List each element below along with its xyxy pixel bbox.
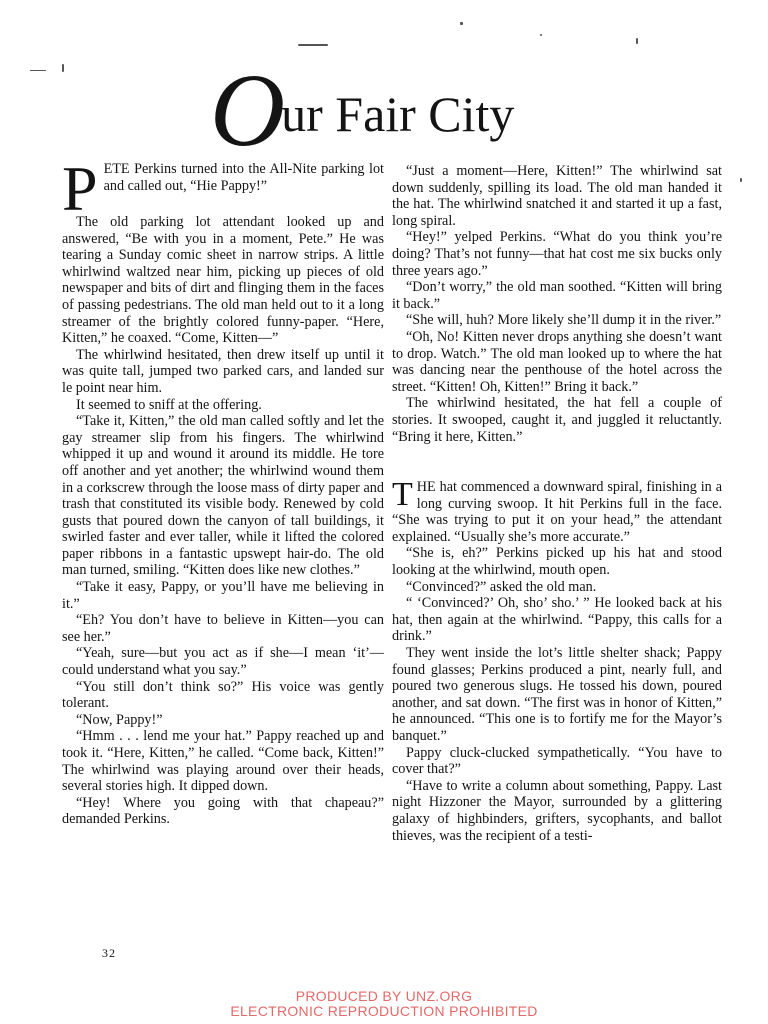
paragraph: The old parking lot attendant looked up and answered, “Be with you in a moment, Pete.” He was tearing a Sunday comic sheet in narrow strips. A little whirlwind waltzed near him, picking up pieces of old newspaper and bits of dirt and flinging them in the faces of passing pedestrians. The old man held out to it a long streamer of the brightly colored funny-paper. “Here, Kitten,” he coaxed. “Come, Kitten—” [62,214,384,347]
paragraph: “Oh, No! Kitten never drops anything she doesn’t want to drop. Watch.” The old man looked up to where the hat was dancing near the penthouse of the hotel across the street. “Kitten! Oh, Kitten!” Bring it back.” [392,328,722,395]
section-break [392,445,722,479]
paragraph: “Now, Pappy!” [76,711,163,728]
scan-speck [298,44,328,46]
paragraph: PETE Perkins turned into the All-Nite parking lot and called out, “Hie Pappy!” [62,153,384,224]
paragraph: “Don’t worry,” the old man soothed. “Kitten will bring it back.” [392,279,722,312]
scan-speck [740,178,742,182]
paragraph: “Convinced?” asked the old man. [406,578,597,595]
paragraph: The whirlwind hesitated, the hat fell a couple of stories. It swooped, caught it, and juggled it reluctantly. “Bring it here, Kitten.” [392,395,722,445]
right-column [392,163,722,844]
paragraph: “Just a moment—Here, Kitten!” The whirlwind sat down suddenly, spilling its load. The old man handed it the hat. The whirlwind snatched it and started it up a fast, long spiral. [392,163,722,229]
paragraph: “Yeah, sure—but you act as if she—I mean ‘it’—could understand what you say.” [62,645,384,679]
paragraph: Pappy cluck-clucked sympathetically. “You have to cover that?” [392,744,722,778]
paragraph: “Take it, Kitten,” the old man called softly and let the gay streamer slip from his fingers. The whirlwind whipped it up and wound it around its middle. He tore off another and yet another; the whirlwind wound them in a corkscrew through the loose mass of dirty paper and trash that constituted its visible body. Renewed by cold gusts that poured down the canyon of tall buildings, it swirled faster and ever taller, while it lifted the colored paper ribbons in a fantastic upswept hair-do. The old man turned, smiling. “Kitten does like new clothes.” [62,413,384,579]
title-rest: ur Fair City [281,86,515,142]
left-column [62,153,384,828]
scan-speck [62,64,64,72]
paragraph: THE hat commenced a downward spiral, finishing in a long curving swoop. It hit Perkins full in the face. “She was trying to put it on your head,” the attendant explained. “Usually she’s more accurate.” [392,476,722,545]
scan-speck [460,22,463,25]
watermark-line-2: ELECTRONIC REPRODUCTION PROHIBITED [230,1003,538,1019]
paragraph: The whirlwind hesitated, then drew itself up until it was quite tall, jumped two parked cars, and landed sur le point near him. [62,346,384,396]
paragraph: “Eh? You don’t have to believe in Kitten—you can see her.” [62,612,384,645]
watermark-line-1: PRODUCED BY UNZ.ORG [295,988,473,1004]
paragraph: “ ‘Convinced?’ Oh, sho’ sho.’ ” He looked back at his hat, then again at the whirlwind. “Pappy, this calls for a drink.” [392,595,722,645]
scan-speck [636,38,638,44]
paragraph: “You still don’t think so?” His voice was gently tolerant. [62,678,384,712]
paragraph: “She is, eh?” Perkins picked up his hat and stood looking at the whirlwind, mouth open. [392,545,722,579]
page-number: 32 [102,946,116,960]
paragraph: “She will, huh? More likely she’ll dump it in the river.” [406,312,722,329]
article-title [210,53,570,168]
paragraph: It seemed to sniff at the offering. [76,396,262,413]
scan-speck [30,70,46,71]
paragraph: “Hey! Where you going with that chapeau?” demanded Perkins. [62,794,384,828]
paragraph: “Take it easy, Pappy, or you’ll have me believing in it.” [62,579,384,612]
paragraph: “Have to write a column about something, Pappy. Last night Hizzoner the Mayor, surrounded by a glittering galaxy of highbinders, grifters, sycophants, and ballot thieves, was the recipient of a testi- [392,777,722,844]
title-initial: O [210,53,280,168]
paragraph: They went inside the lot’s little shelter shack; Pappy found glasses; Perkins produced a pint, nearly full, and poured two generous slugs. He tossed his down, poured another, and sat down. “The first was in honor of Kitten,” he announced. “This one is to fortify me for the Mayor’s banquet.” [392,645,722,744]
scan-speck [540,34,542,36]
drop-cap: T [392,476,413,514]
paragraph: “Hmm . . . lend me your hat.” Pappy reached up and took it. “Here, Kitten,” he called. “Come back, Kitten!” The whirlwind was playing around over their heads, several stories high. It dipped down. [62,728,384,795]
paragraph: “Hey!” yelped Perkins. “What do you think you’re doing? That’s not funny—that hat cost me six bucks only three years ago.” [392,229,722,279]
drop-cap: P [62,153,98,224]
